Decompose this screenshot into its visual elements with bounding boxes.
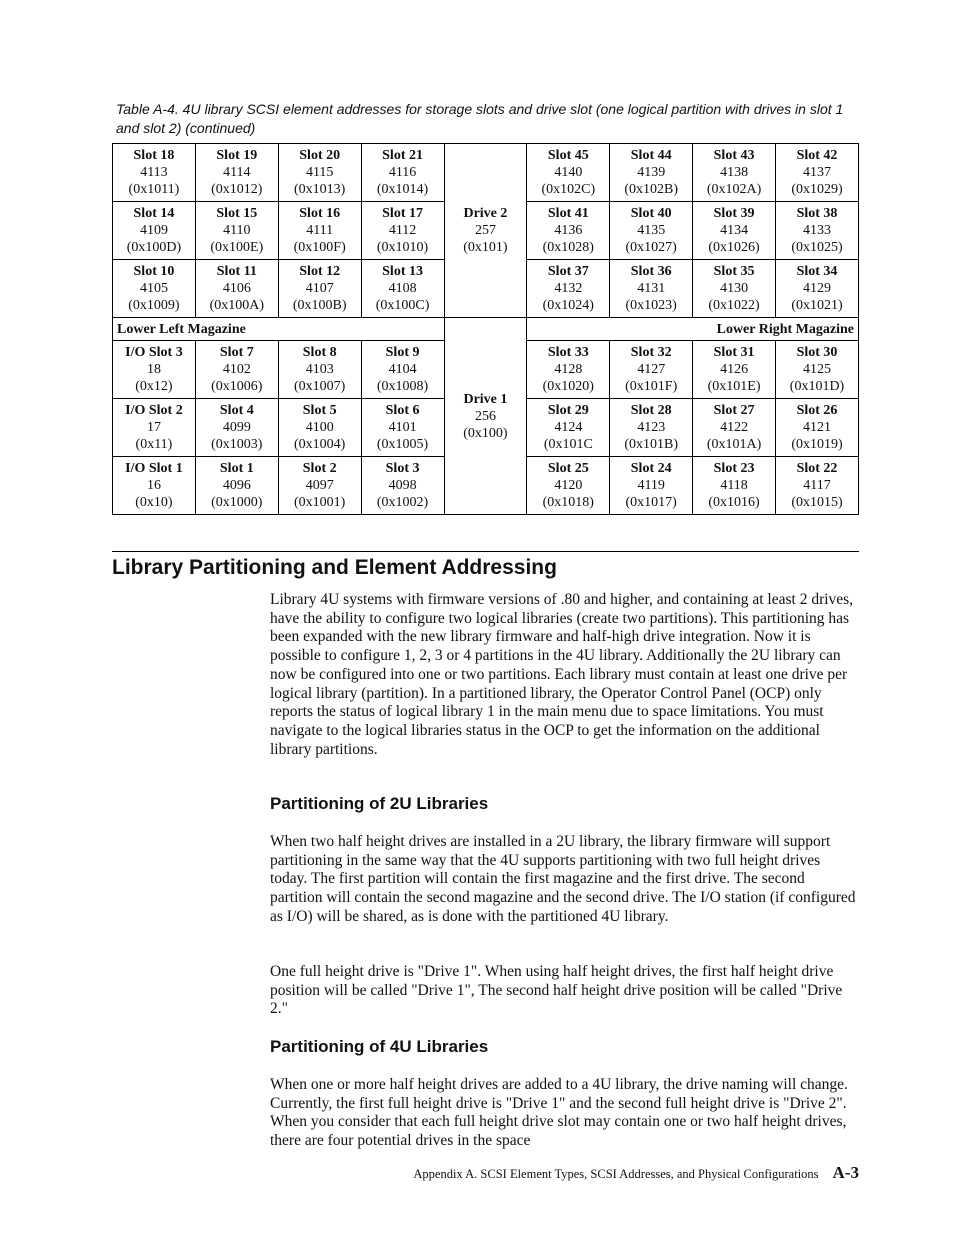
slot-cell: Slot 21 4116 (0x1014) <box>361 144 444 202</box>
element-address-table <box>112 143 859 515</box>
lower-left-magazine-label: Lower Left Magazine <box>113 318 445 341</box>
slot-cell: Slot 43 4138 (0x102A) <box>693 144 776 202</box>
slot-cell: Slot 22 4117 (0x1015) <box>776 457 859 515</box>
slot-cell: Slot 29 4124 (0x101C <box>527 399 610 457</box>
slot-cell: Slot 20 4115 (0x1013) <box>278 144 361 202</box>
slot-cell: Slot 19 4114 (0x1012) <box>195 144 278 202</box>
slot-cell: I/O Slot 2 17 (0x11) <box>113 399 196 457</box>
slot-cell: Slot 23 4118 (0x1016) <box>693 457 776 515</box>
slot-cell: Slot 44 4139 (0x102B) <box>610 144 693 202</box>
slot-cell: I/O Slot 1 16 (0x10) <box>113 457 196 515</box>
slot-cell: Slot 10 4105 (0x1009) <box>113 260 196 318</box>
section-heading: Library Partitioning and Element Addressing <box>112 556 557 579</box>
slot-cell: Slot 38 4133 (0x1025) <box>776 202 859 260</box>
slot-cell: Slot 37 4132 (0x1024) <box>527 260 610 318</box>
lower-right-magazine-label: Lower Right Magazine <box>527 318 859 341</box>
drive-cell: Drive 2 257 (0x101) <box>444 144 527 318</box>
slot-cell: Slot 45 4140 (0x102C) <box>527 144 610 202</box>
page-number: A-3 <box>832 1163 859 1182</box>
slot-cell: Slot 40 4135 (0x1027) <box>610 202 693 260</box>
paragraph-2u-second: One full height drive is "Drive 1". When using half height drives, the first half height drive position will be called "Drive 1", The second half height drive position will be called "Drive 2." <box>270 963 843 1018</box>
slot-cell: Slot 1 4096 (0x1000) <box>195 457 278 515</box>
drive-cell: Drive 1 256 (0x100) <box>444 318 527 515</box>
subsection-heading-4u: Partitioning of 4U Libraries <box>270 1037 489 1056</box>
slot-cell: Slot 13 4108 (0x100C) <box>361 260 444 318</box>
slot-cell: Slot 8 4103 (0x1007) <box>278 341 361 399</box>
slot-cell: Slot 11 4106 (0x100A) <box>195 260 278 318</box>
slot-cell: Slot 18 4113 (0x1011) <box>113 144 196 202</box>
paragraph-2u-first: When two half height drives are installed in a 2U library, the library firmware will support partitioning in the same way that the 4U supports partitioning with two full height drives today. The first partition will contain the first magazine and the first drive. The second partition will contain the second magazine and the second drive. The I/O station (if configured as I/O) will be shared, as is done with the partitioned 4U library. <box>270 833 856 925</box>
slot-cell: Slot 5 4100 (0x1004) <box>278 399 361 457</box>
slot-cell: Slot 32 4127 (0x101F) <box>610 341 693 399</box>
slot-cell: Slot 15 4110 (0x100E) <box>195 202 278 260</box>
slot-cell: Slot 42 4137 (0x1029) <box>776 144 859 202</box>
slot-cell: Slot 6 4101 (0x1005) <box>361 399 444 457</box>
slot-cell: Slot 33 4128 (0x1020) <box>527 341 610 399</box>
slot-cell: Slot 2 4097 (0x1001) <box>278 457 361 515</box>
table-row <box>113 318 859 341</box>
paragraph-4u-first: When one or more half height drives are added to a 4U library, the drive naming will change. Currently, the first full height drive is "Drive 1" and the second full height drive is "Drive 2". When you consider that each full height drive slot may contain one or two half height drives, there are four potential drives in the space <box>270 1076 848 1150</box>
slot-cell: Slot 41 4136 (0x1028) <box>527 202 610 260</box>
slot-cell: Slot 9 4104 (0x1008) <box>361 341 444 399</box>
slot-cell: Slot 26 4121 (0x1019) <box>776 399 859 457</box>
subsection-heading-2u: Partitioning of 2U Libraries <box>270 794 489 813</box>
slot-cell: Slot 34 4129 (0x1021) <box>776 260 859 318</box>
slot-cell: Slot 24 4119 (0x1017) <box>610 457 693 515</box>
slot-cell: Slot 28 4123 (0x101B) <box>610 399 693 457</box>
section-rule <box>112 551 859 552</box>
page-footer <box>413 1163 859 1184</box>
slot-cell: Slot 27 4122 (0x101A) <box>693 399 776 457</box>
intro-paragraph: Library 4U systems with firmware versions of .80 and higher, and containing at least 2 drives, have the ability to configure two logical libraries (create two partitions). This partitioning has been expanded with the new library firmware and half-high drive integration. Now it is possible to configure 1, 2, 3 or 4 partitions in the 4U library. Additionally the 2U library can now be configured into one or two partitions. Each library must contain at least one drive per logical library (partition). In a partitioned library, the Operator Control Panel (OCP) only reports the status of logical library 1 in the main menu due to space limitations. You must navigate to the logical libraries status in the OCP to get the information on the additional library partitions. <box>270 591 854 758</box>
slot-cell: Slot 39 4134 (0x1026) <box>693 202 776 260</box>
slot-cell: Slot 7 4102 (0x1006) <box>195 341 278 399</box>
slot-cell: Slot 4 4099 (0x1003) <box>195 399 278 457</box>
slot-cell: Slot 35 4130 (0x1022) <box>693 260 776 318</box>
slot-cell: Slot 16 4111 (0x100F) <box>278 202 361 260</box>
table-row <box>113 144 859 202</box>
table-caption: Table A-4. 4U library SCSI element addresses for storage slots and drive slot (one logical partition with drives in slot 1 and slot 2) (continued) <box>116 101 844 136</box>
slot-cell: Slot 36 4131 (0x1023) <box>610 260 693 318</box>
slot-cell: Slot 3 4098 (0x1002) <box>361 457 444 515</box>
slot-cell: I/O Slot 3 18 (0x12) <box>113 341 196 399</box>
footer-text: Appendix A. SCSI Element Types, SCSI Addresses, and Physical Configurations <box>413 1167 819 1181</box>
slot-cell: Slot 25 4120 (0x1018) <box>527 457 610 515</box>
slot-cell: Slot 30 4125 (0x101D) <box>776 341 859 399</box>
slot-cell: Slot 17 4112 (0x1010) <box>361 202 444 260</box>
slot-cell: Slot 14 4109 (0x100D) <box>113 202 196 260</box>
slot-cell: Slot 12 4107 (0x100B) <box>278 260 361 318</box>
slot-cell: Slot 31 4126 (0x101E) <box>693 341 776 399</box>
